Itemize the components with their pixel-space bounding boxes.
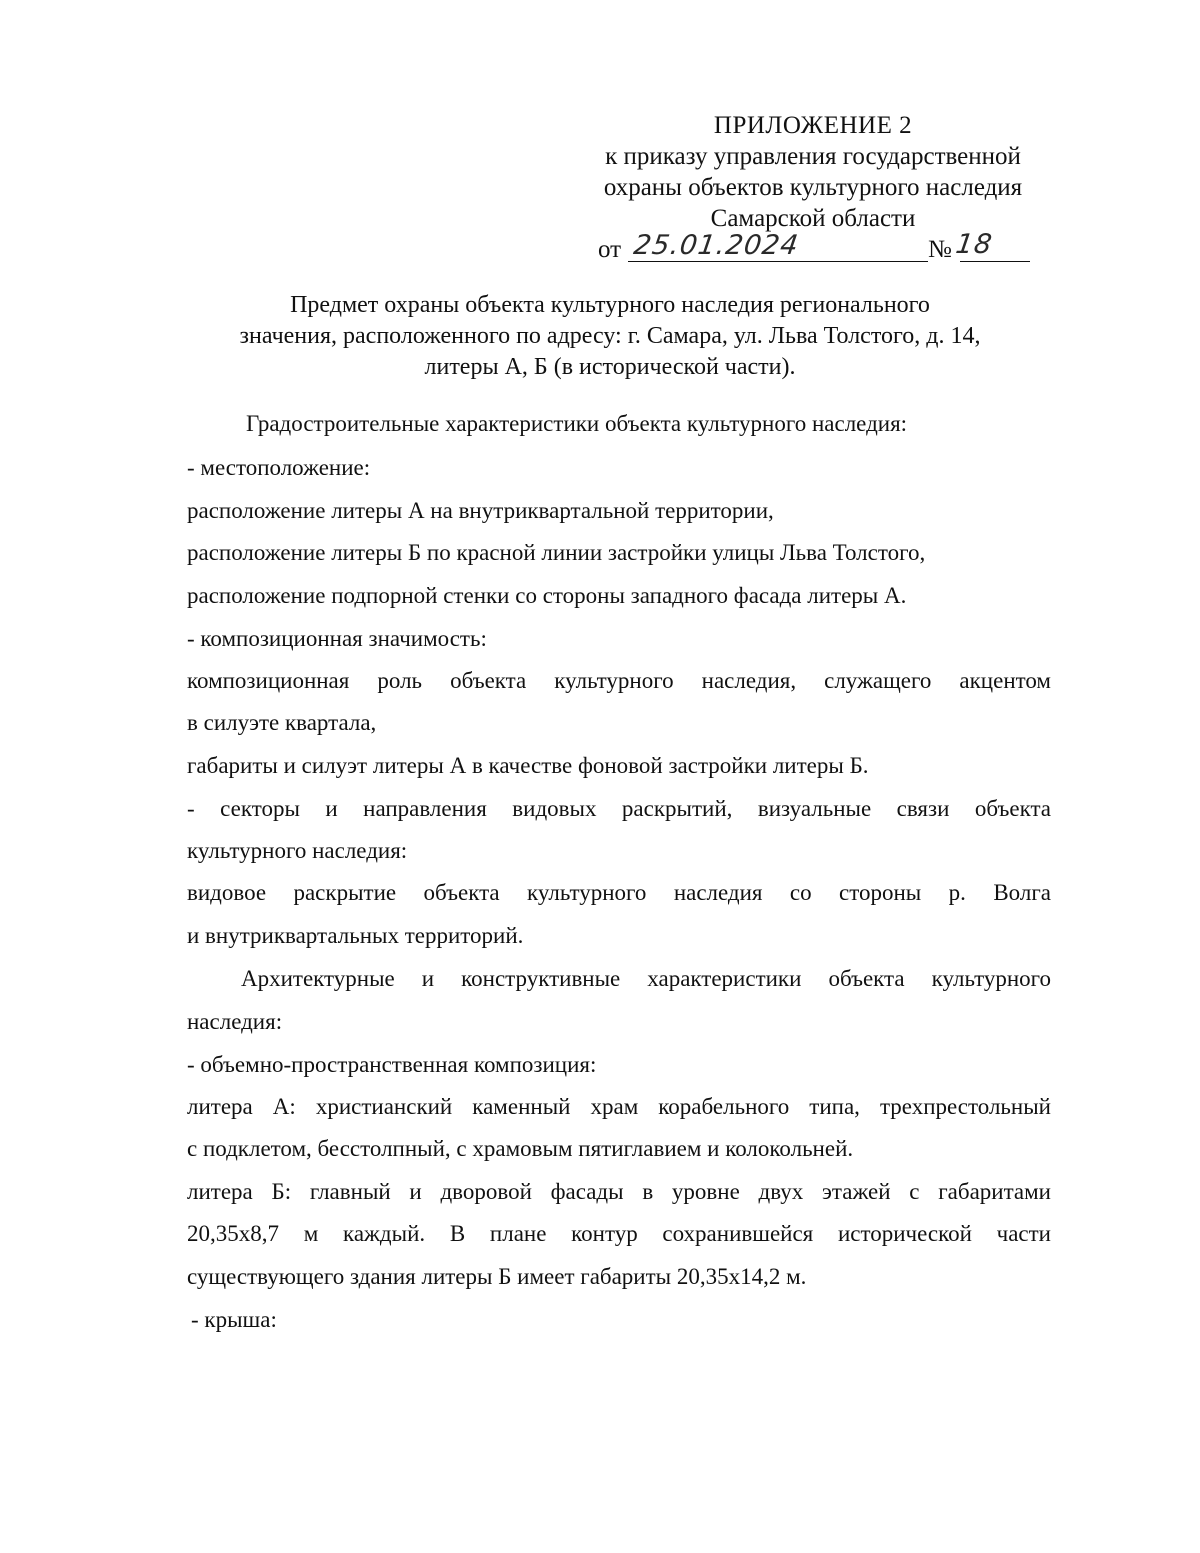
order-date-number-row [598,229,1038,266]
appendix-line-1: к приказу управления государственной [605,143,1021,170]
subject-heading [150,290,1070,383]
subject-line-1: Предмет охраны объекта культурного наследия регионального [290,292,930,318]
architecture-heading-line-1: Архитектурные и конструктивные характеристики объекта культурного [241,966,1051,991]
number-label: № [928,236,952,263]
volume-composition-heading: - объемно-пространственная композиция: [187,1052,597,1077]
composition-item-1-line-1: композиционная роль объекта культурного наследия, служащего акцентом [187,668,1051,693]
view-item-line-1: видовое раскрытие объекта культурного наследия со стороны р. Волга [187,880,1051,905]
sectors-heading-line-1: - секторы и направления видовых раскрытий, визуальные связи объекта [187,796,1051,821]
appendix-title: ПРИЛОЖЕНИЕ 2 [713,112,913,139]
sectors-heading-line-2: культурного наследия: [187,838,408,863]
location-heading: - местоположение: [187,455,371,480]
architecture-heading-line-2: наследия: [187,1009,283,1034]
date-underline [628,261,928,262]
location-item-2: расположение литеры Б по красной линии застройки улицы Льва Толстого, [187,540,926,565]
subject-line-2: значения, расположенного по адресу: г. Самара, ул. Льва Толстого, д. 14, [239,323,981,349]
litera-b-line-3: существующего здания литеры Б имеет габариты 20,35х14,2 м. [187,1264,807,1289]
litera-a-line-2: с подклетом, бесстолпный, с храмовым пятиглавием и колокольней. [187,1136,854,1161]
subject-line-3: литеры А, Б (в исторической части). [424,354,796,380]
date-label: от [598,236,622,263]
urban-characteristics-heading: Градостроительные характеристики объекта культурного наследия: [246,411,908,436]
handwritten-number: 18 [953,229,995,260]
litera-b-line-1: литера Б: главный и дворовой фасады в уровне двух этажей с габаритами [187,1179,1051,1204]
location-item-3: расположение подпорной стенки со стороны западного фасада литеры А. [187,583,907,608]
view-item-line-2: и внутриквартальных территорий. [187,923,524,948]
location-item-1: расположение литеры А на внутриквартальной территории, [187,498,774,523]
appendix-line-3: Самарской области [710,205,916,232]
number-underline [960,261,1030,262]
composition-heading: - композиционная значимость: [187,626,487,651]
litera-a-line-1: литера А: христианский каменный храм корабельного типа, трехпрестольный [187,1094,1051,1119]
litera-b-line-2: 20,35х8,7 м каждый. В плане контур сохранившейся исторической части [187,1221,1051,1246]
composition-item-2: габариты и силуэт литеры А в качестве фоновой застройки литеры Б. [187,753,869,778]
handwritten-date: 25.01.2024 [631,230,801,261]
composition-item-1-line-2: в силуэте квартала, [187,710,377,735]
appendix-line-2: охраны объектов культурного наследия [603,174,1023,201]
roof-heading: - крыша: [191,1307,277,1332]
appendix-header [576,110,1050,234]
